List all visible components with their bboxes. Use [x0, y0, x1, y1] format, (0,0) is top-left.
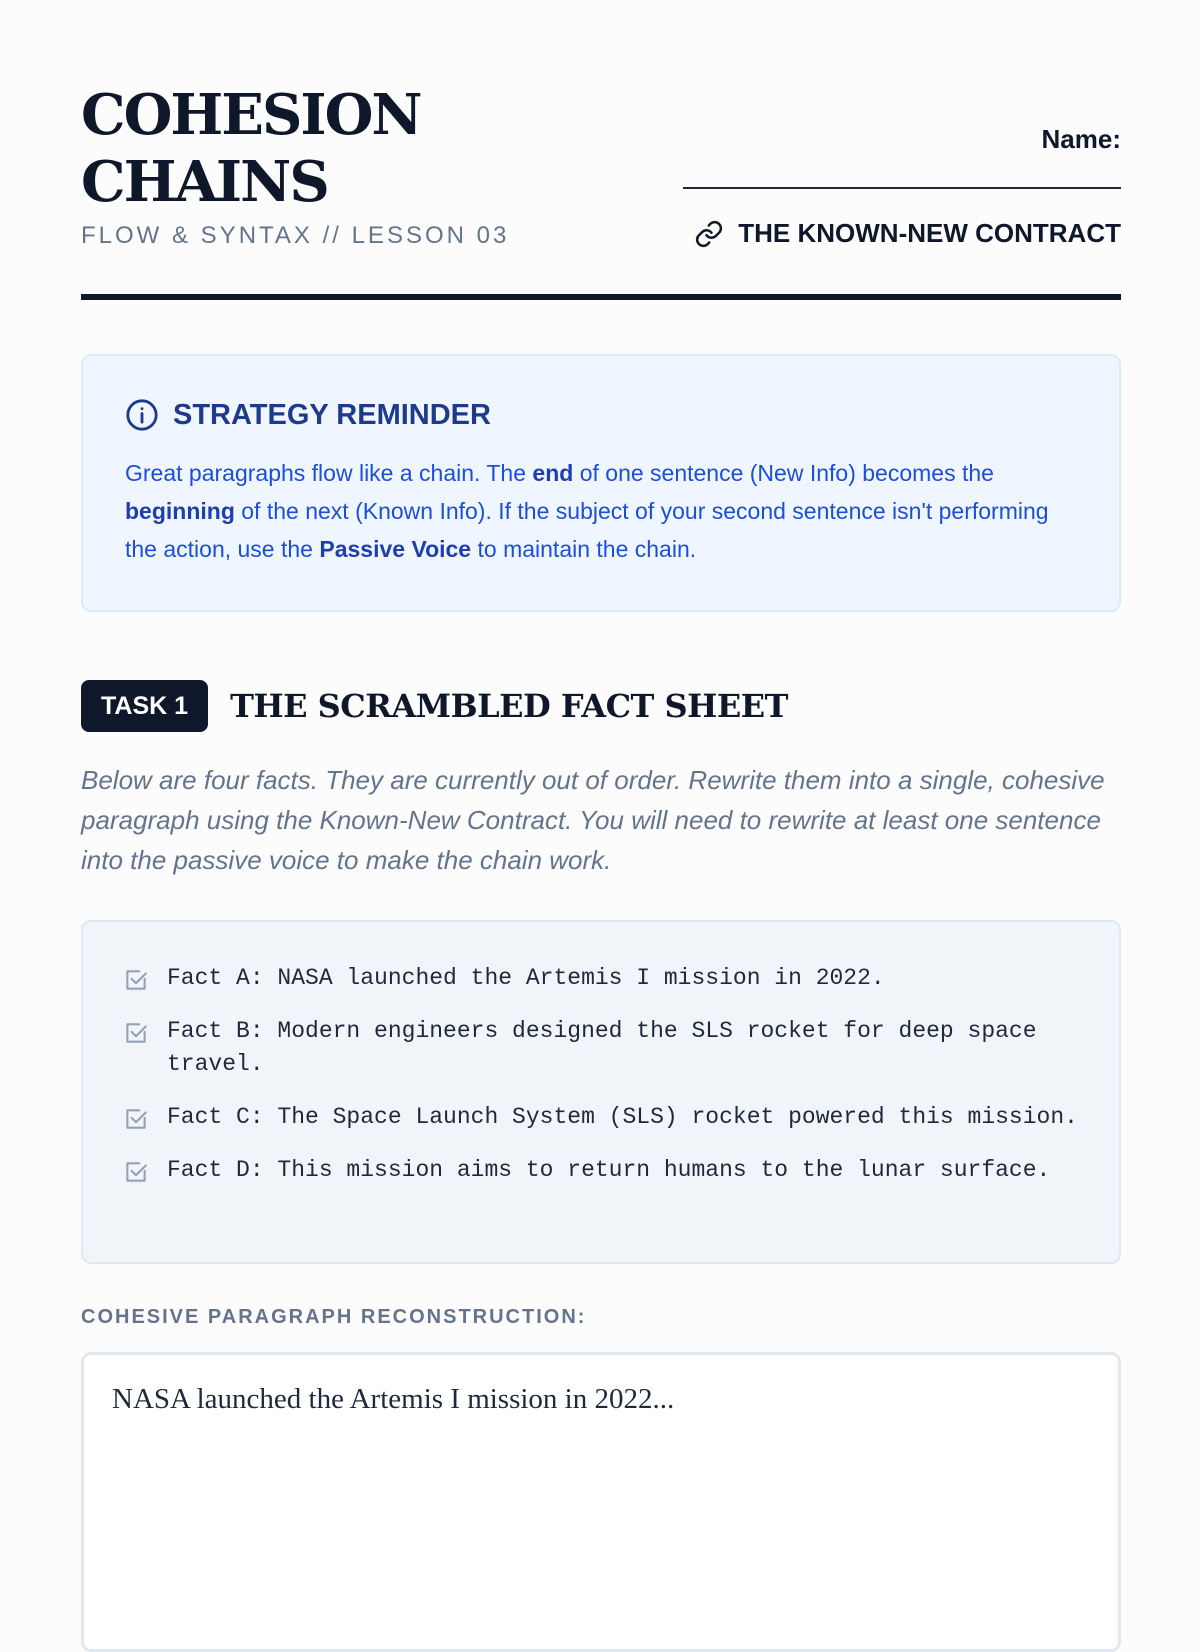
page-title [81, 82, 421, 216]
strategy-text: Great paragraphs flow like a chain. The [125, 460, 533, 486]
fact-item[interactable] [123, 1101, 1079, 1134]
fact-text: Fact A: NASA launched the Artemis I mission in 2022. [167, 965, 885, 991]
strategy-emphasis-beginning: beginning [125, 498, 235, 524]
fact-item[interactable] [123, 1015, 1079, 1081]
fact-sheet-box [81, 920, 1121, 1264]
checkbox-icon[interactable] [123, 1020, 149, 1046]
strategy-text: of one sentence (New Info) becomes the [573, 460, 994, 486]
lesson-subtitle: FLOW & SYNTAX // LESSON 03 [81, 222, 510, 249]
strategy-emphasis-end: end [532, 460, 574, 486]
strategy-heading-label: STRATEGY REMINDER [173, 398, 491, 431]
checkbox-icon[interactable] [123, 1159, 149, 1185]
name-field-line[interactable] [683, 187, 1121, 189]
lesson-topic-label: THE KNOWN-NEW CONTRACT [738, 218, 1121, 248]
fact-text: Fact B: Modern engineers designed the SLS rocket for deep space travel. [167, 1018, 1037, 1077]
name-label: Name: [1041, 124, 1121, 154]
title-line-1: COHESION [81, 82, 421, 148]
fact-text: Fact D: This mission aims to return humans to the lunar surface. [167, 1157, 1051, 1183]
strategy-emphasis-passive-voice: Passive Voice [319, 536, 472, 562]
strategy-text: of the next (Known Info). If the subject of your second sentence isn't performing the action, use the [125, 498, 1049, 562]
fact-text: Fact C: The Space Launch System (SLS) rocket powered this mission. [167, 1104, 1078, 1130]
task-title: THE SCRAMBLED FACT SHEET [230, 687, 788, 725]
strategy-text: to maintain the chain. [471, 536, 697, 562]
info-icon [125, 398, 159, 432]
title-line-2: CHAINS [81, 149, 328, 215]
checkbox-icon[interactable] [123, 1106, 149, 1132]
reconstruction-label: COHESIVE PARAGRAPH RECONSTRUCTION: [81, 1306, 587, 1328]
reconstruction-text: NASA launched the Artemis I mission in 2022... [112, 1383, 675, 1415]
link-icon [694, 219, 724, 249]
strategy-heading [125, 398, 1079, 432]
task-header [81, 680, 788, 732]
checkbox-icon[interactable] [123, 967, 149, 993]
header-divider [81, 294, 1121, 300]
reconstruction-textarea[interactable] [81, 1352, 1121, 1652]
lesson-topic-tag [694, 218, 1121, 249]
task-instructions: Below are four facts. They are currently out of order. Rewrite them into a single, cohesive paragraph using the Known-New Contract. You will need to rewrite at least one sentence into the passive voice to make the chain work. [81, 765, 1105, 875]
task-badge: TASK 1 [81, 680, 208, 732]
fact-item[interactable] [123, 1154, 1079, 1187]
strategy-reminder-box [81, 354, 1121, 612]
strategy-body [125, 454, 1079, 568]
fact-item[interactable] [123, 962, 1079, 995]
worksheet-page [81, 0, 1121, 1600]
